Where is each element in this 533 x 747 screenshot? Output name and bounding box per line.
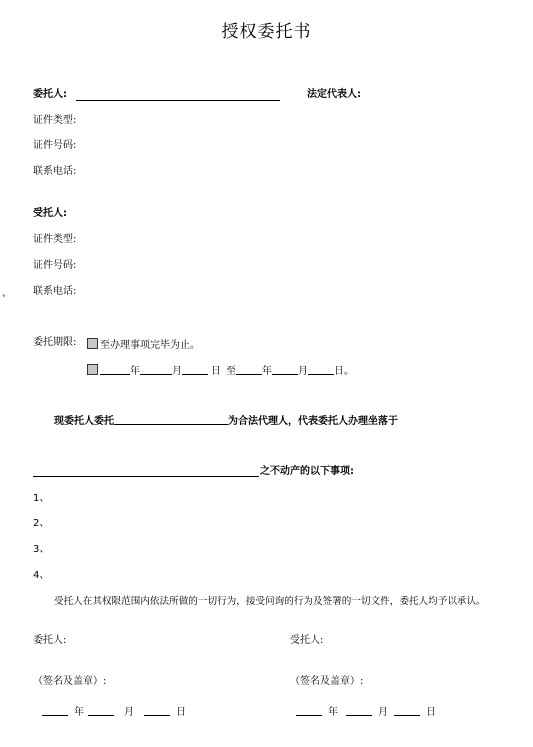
- principal-label: 委托人:: [33, 89, 67, 100]
- statement-text: 受托人在其权限范围内依法所做的一切行为，接受问询的行为及签署的一切文件，委托人均予以承认。: [54, 596, 486, 607]
- appoint-suffix: 之不动产的以下事项:: [260, 466, 354, 477]
- list-item: 3、: [33, 544, 50, 555]
- principal-month-label: 月: [124, 707, 134, 718]
- term-option-date-range: [87, 364, 354, 377]
- sign-principal-label: 委托人:: [33, 635, 67, 646]
- agent-label: 受托人:: [33, 208, 67, 219]
- end-month-label: 月: [298, 366, 308, 377]
- agent-name-field[interactable]: [114, 415, 228, 425]
- start-month-label: 月: [172, 366, 182, 377]
- sign-principal-note: （签名及盖章）:: [33, 676, 107, 687]
- end-month-field[interactable]: [272, 365, 298, 375]
- legal-rep-label: 法定代表人:: [307, 89, 361, 100]
- principal-sign-date: [42, 706, 186, 718]
- term-option-until-done: [87, 338, 200, 351]
- list-item: 2、: [33, 518, 50, 529]
- appoint-line: [54, 415, 398, 427]
- checkbox-date-range[interactable]: [87, 364, 98, 375]
- checkbox-until-done[interactable]: [87, 338, 98, 349]
- principal-phone-label: 联系电话:: [33, 166, 77, 177]
- property-location-field[interactable]: [33, 476, 259, 477]
- term-label: 委托期限:: [33, 337, 77, 348]
- end-day-label: 日。: [334, 366, 354, 377]
- principal-name-field[interactable]: [76, 100, 280, 101]
- term-option1-text: 至办理事项完毕为止。: [100, 340, 200, 351]
- agent-id-number-label: 证件号码:: [33, 260, 77, 271]
- agent-month-field[interactable]: [346, 706, 372, 716]
- list-item: 1、: [33, 493, 50, 504]
- margin-marker-icon: ▾: [2, 292, 6, 300]
- principal-day-field[interactable]: [144, 706, 170, 716]
- start-day-field[interactable]: [182, 365, 208, 375]
- principal-year-label: 年: [74, 707, 84, 718]
- to-label: 至: [226, 366, 236, 377]
- agent-id-type-label: 证件类型:: [33, 234, 77, 245]
- principal-id-number-label: 证件号码:: [33, 140, 77, 151]
- end-year-field[interactable]: [236, 365, 262, 375]
- agent-year-label: 年: [328, 707, 338, 718]
- agent-day-label: 日: [426, 707, 436, 718]
- agent-sign-date: [296, 706, 436, 718]
- agent-year-field[interactable]: [296, 706, 322, 716]
- start-day-label: 日: [211, 366, 221, 377]
- list-item: 4、: [33, 570, 50, 581]
- start-month-field[interactable]: [140, 365, 172, 375]
- agent-month-label: 月: [378, 707, 388, 718]
- appoint-middle: 为合法代理人，代表委托人办理坐落于: [228, 416, 398, 427]
- sign-agent-label: 受托人:: [290, 635, 324, 646]
- principal-month-field[interactable]: [88, 706, 114, 716]
- sign-agent-note: （签名及盖章）:: [290, 676, 364, 687]
- principal-id-type-label: 证件类型:: [33, 115, 77, 126]
- page-title: 授权委托书: [221, 22, 312, 42]
- principal-year-field[interactable]: [42, 706, 68, 716]
- end-year-label: 年: [262, 366, 272, 377]
- start-year-field[interactable]: [100, 365, 130, 375]
- start-year-label: 年: [130, 366, 140, 377]
- agent-phone-label: 联系电话:: [33, 286, 77, 297]
- appoint-prefix: 现委托人委托: [54, 416, 114, 427]
- agent-day-field[interactable]: [394, 706, 420, 716]
- end-day-field[interactable]: [308, 365, 334, 375]
- principal-day-label: 日: [176, 707, 186, 718]
